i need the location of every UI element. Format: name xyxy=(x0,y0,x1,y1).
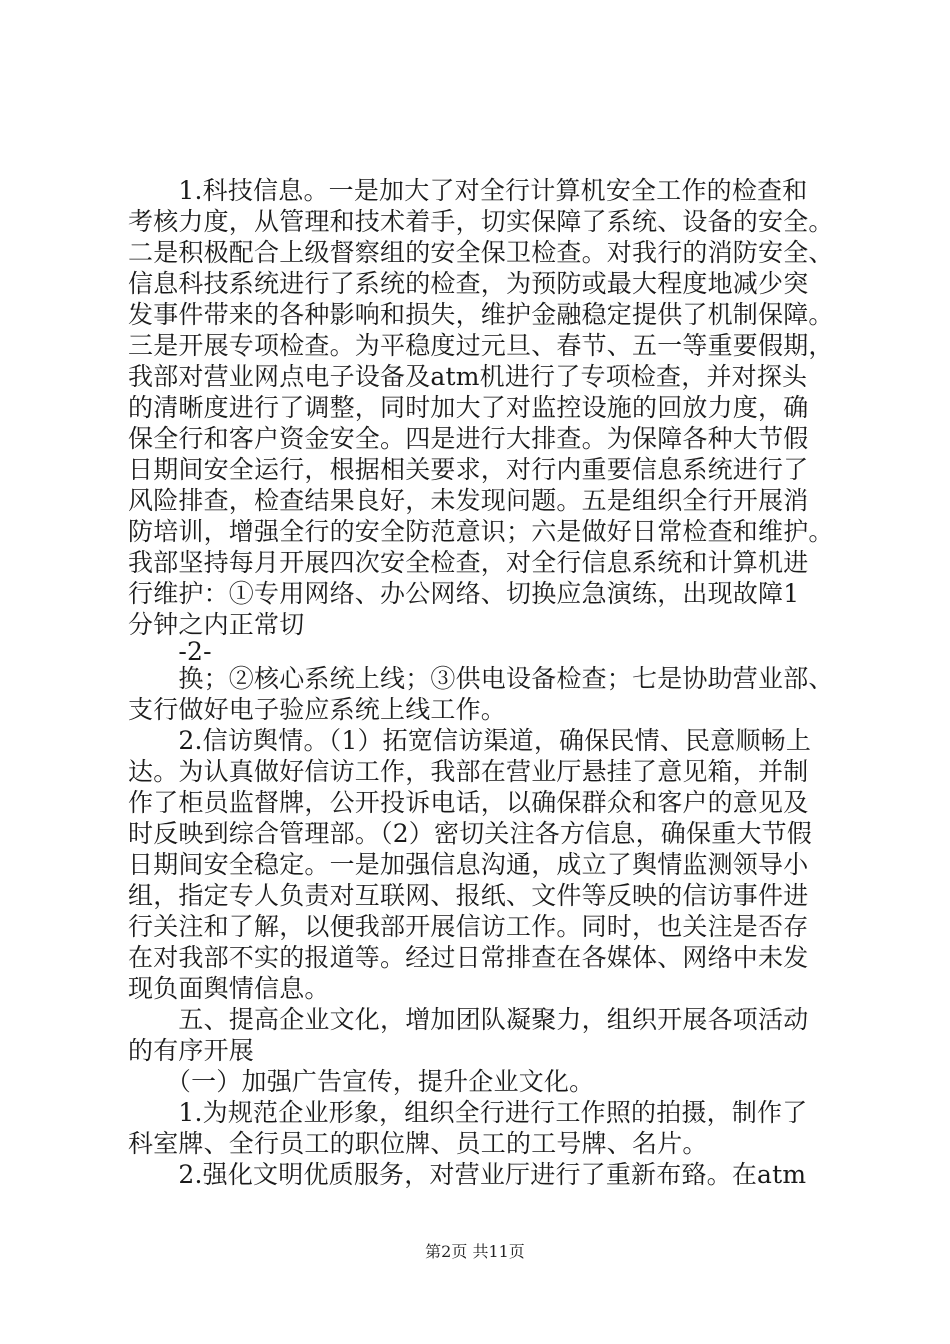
page-marker: -2- xyxy=(128,637,212,666)
text-line: 组，指定专人负责对互联网、报纸、文件等反映的信访事件进 xyxy=(128,881,809,910)
text-line: 2.信访舆情。（1）拓宽信访渠道，确保民情、民意顺畅上 xyxy=(128,726,812,755)
text-line: 支行做好电子验应系统上线工作。 xyxy=(128,695,507,724)
text-line: 风险排查，检查结果良好，未发现问题。五是组织全行开展消 xyxy=(128,486,809,515)
text-line: 考核力度，从管理和技术着手，切实保障了系统、设备的安全。 xyxy=(128,207,834,236)
text-line: 现负面舆情信息。 xyxy=(128,974,330,1003)
text-line: 分钟之内正常切 xyxy=(128,610,305,639)
text-line: 二是积极配合上级督察组的安全保卫检查。对我行的消防安全、 xyxy=(128,238,834,267)
text-line: 在对我部不实的报道等。经过日常排查在各媒体、网络中未发 xyxy=(128,943,809,972)
text-line: 三是开展专项检查。为平稳度过元旦、春节、五一等重要假期， xyxy=(128,331,834,360)
text-line: 1.科技信息。一是加大了对全行计算机安全工作的检查和 xyxy=(128,176,808,205)
text-line: 我部坚持每月开展四次安全检查，对全行信息系统和计算机进 xyxy=(128,548,809,577)
text-line: 达。为认真做好信访工作，我部在营业厅悬挂了意见箱，并制 xyxy=(128,757,809,786)
text-line: 行关注和了解，以便我部开展信访工作。同时，也关注是否存 xyxy=(128,912,809,941)
text-line: 时反映到综合管理部。（2）密切关注各方信息，确保重大节假 xyxy=(128,819,813,848)
section-heading: 五、提高企业文化，增加团队凝聚力，组织开展各项活动 xyxy=(128,1005,809,1034)
text-line: 日期间安全运行，根据相关要求，对行内重要信息系统进行了 xyxy=(128,455,809,484)
text-line: 的清晰度进行了调整，同时加大了对监控设施的回放力度，确 xyxy=(128,393,809,422)
subsection-heading: （一）加强广告宣传，提升企业文化。 xyxy=(128,1067,595,1096)
text-line: 科室牌、全行员工的职位牌、员工的工号牌、名片。 xyxy=(128,1129,708,1158)
section-heading: 的有序开展 xyxy=(128,1036,255,1065)
text-line: 作了柜员监督牌，公开投诉电话，以确保群众和客户的意见及 xyxy=(128,788,809,817)
text-line: 2.强化文明优质服务，对营业厅进行了重新布臵。在atm xyxy=(128,1160,807,1189)
page-footer: 第2页 共11页 xyxy=(425,1242,525,1261)
text-line: 信息科技系统进行了系统的检查，为预防或最大程度地减少突 xyxy=(128,269,809,298)
text-line: 保全行和客户资金安全。四是进行大排查。为保障各种大节假 xyxy=(128,424,809,453)
text-line: 发事件带来的各种影响和损失，维护金融稳定提供了机制保障。 xyxy=(128,300,834,329)
text-line: 日期间安全稳定。一是加强信息沟通，成立了舆情监测领导小 xyxy=(128,850,809,879)
text-line: 防培训，增强全行的安全防范意识；六是做好日常检查和维护。 xyxy=(128,517,834,546)
text-line: 换；②核心系统上线；③供电设备检查；七是协助营业部、 xyxy=(128,664,834,693)
text-line: 行维护：①专用网络、办公网络、切换应急演练，出现故障1 xyxy=(128,579,800,608)
text-line: 1.为规范企业形象，组织全行进行工作照的拍摄，制作了 xyxy=(128,1098,808,1127)
text-line: 我部对营业网点电子设备及atm机进行了专项检查，并对探头 xyxy=(128,362,808,391)
